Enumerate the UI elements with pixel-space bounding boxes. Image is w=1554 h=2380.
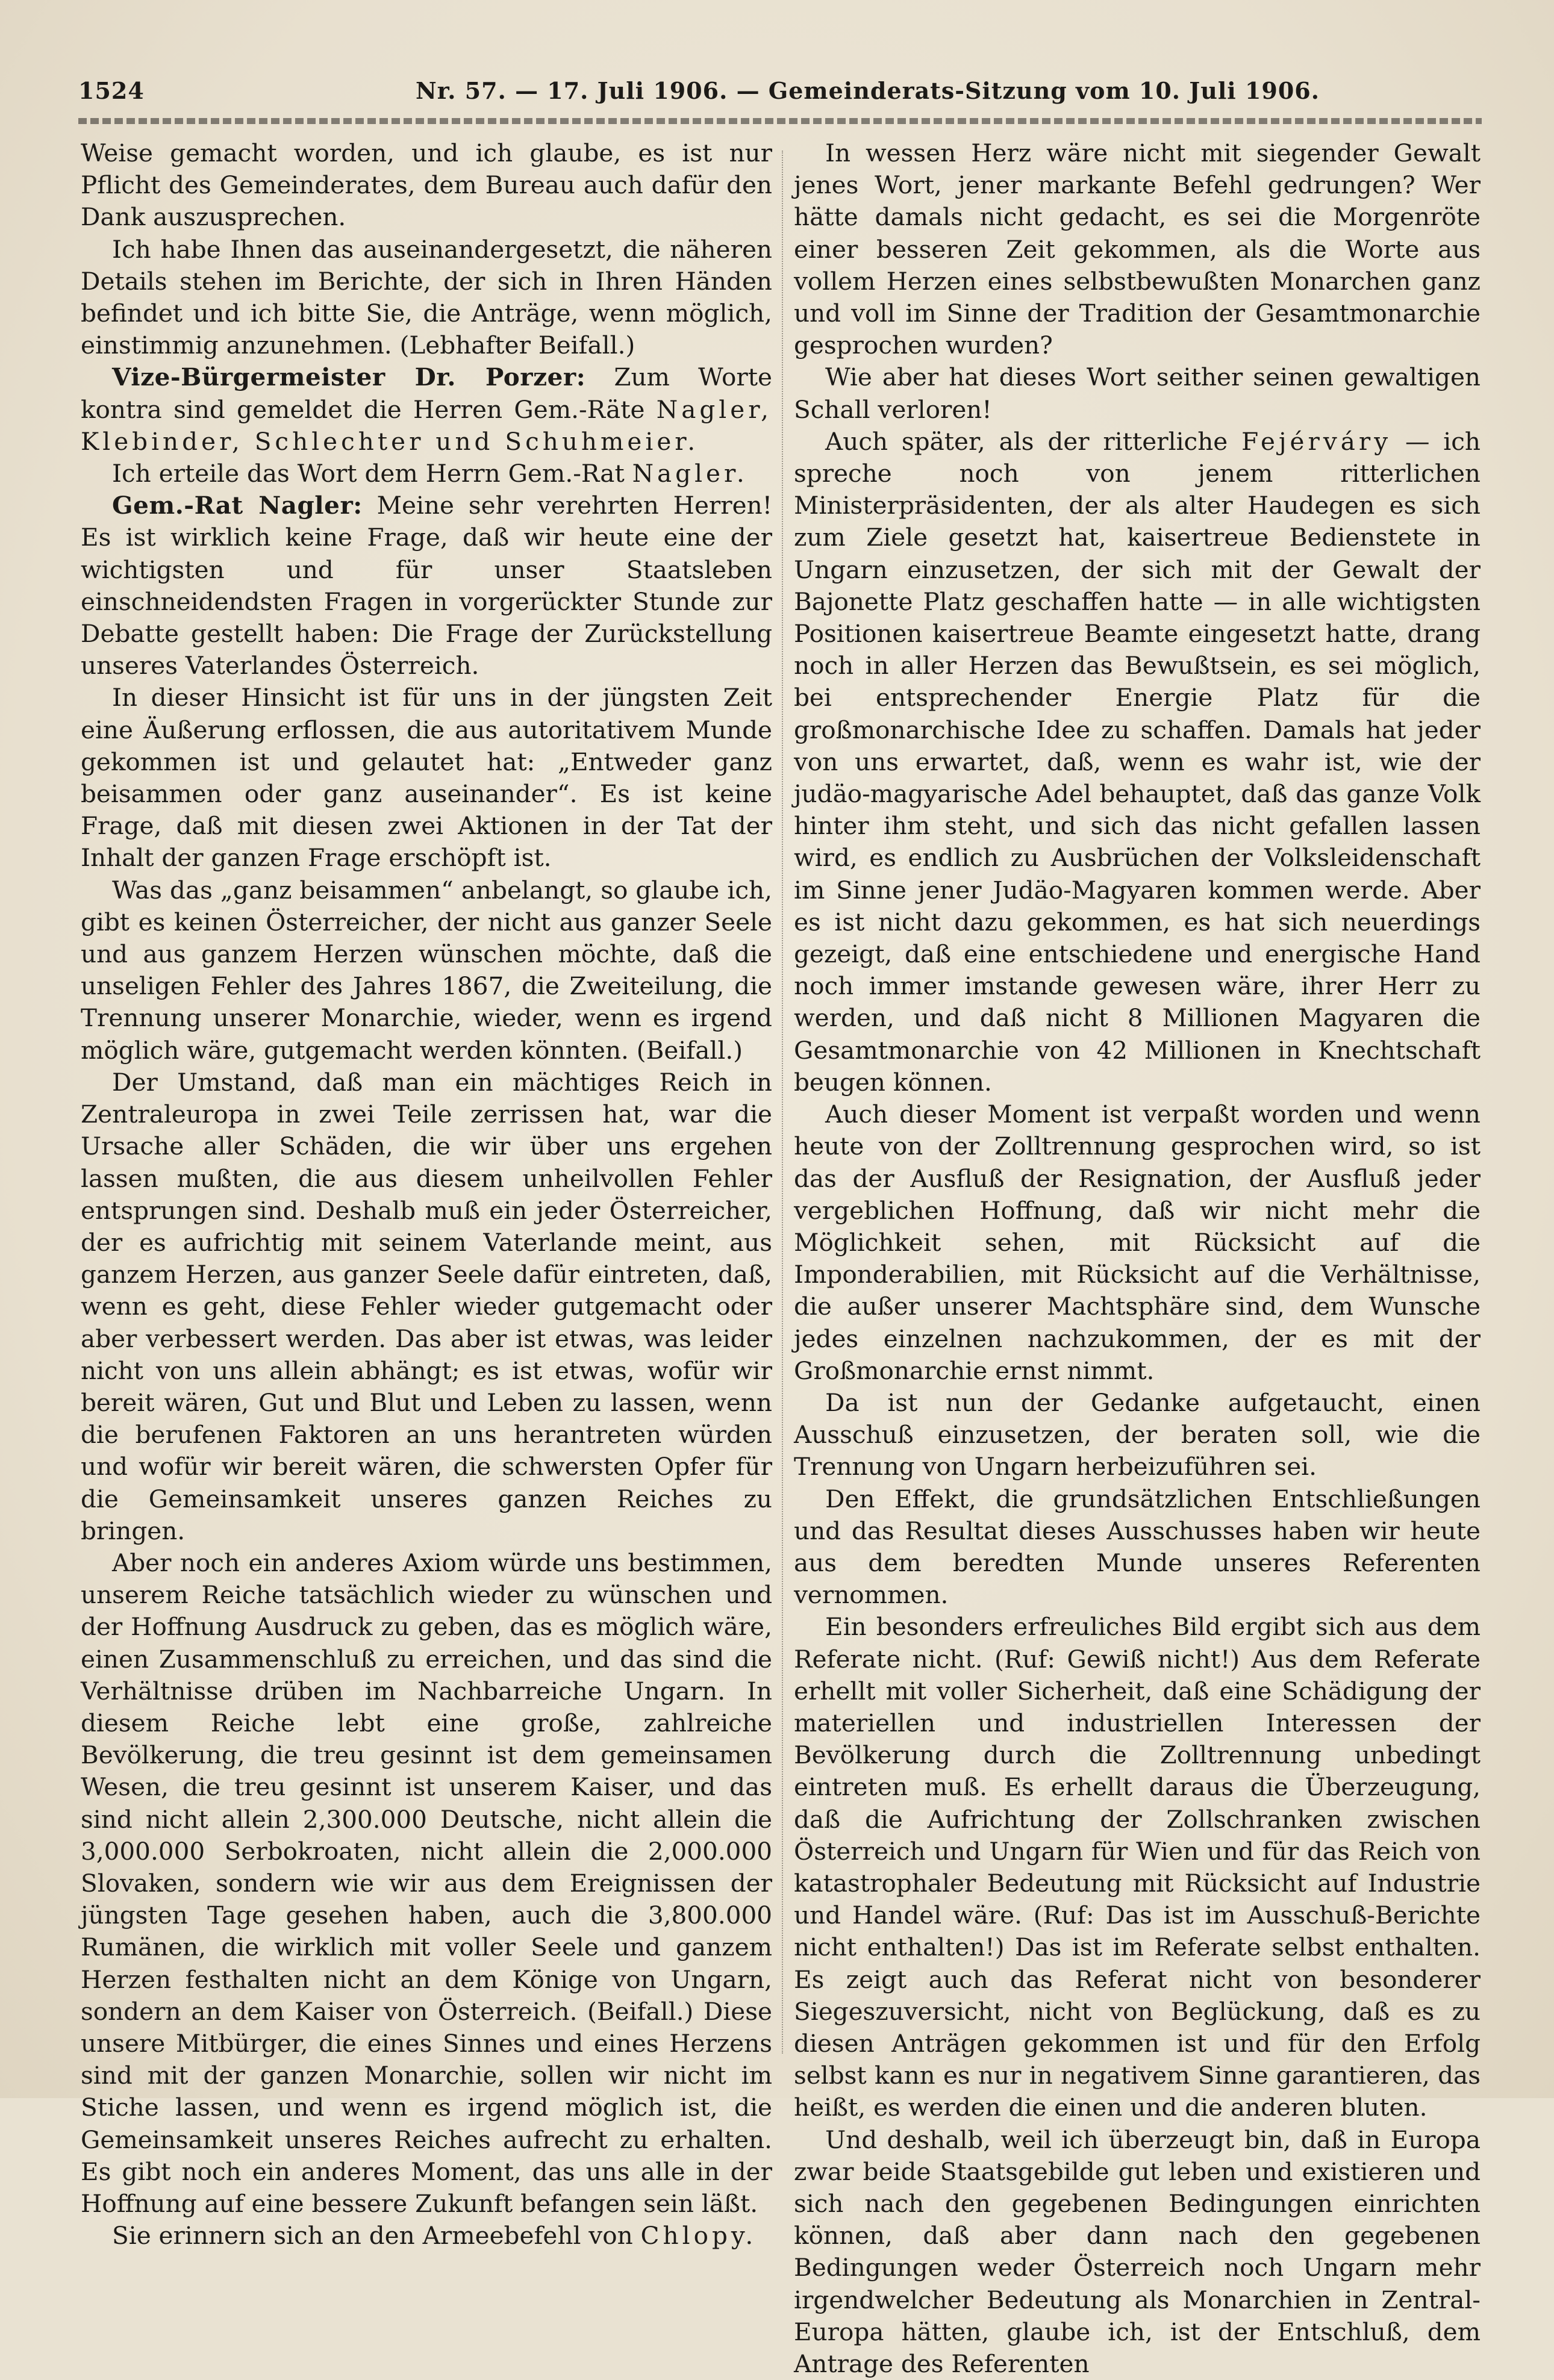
paragraph-text: Meine sehr verehrten Herren! Es ist wirklich keine Frage, daß wir heute eine der wichtigsten und für unser Staatsleben einschneidendsten Fragen in vorgerückter Stunde zur Debatte gestellt haben: Die Frage der Zurückstellung unseres Vaterlandes Österreich.	[81, 491, 772, 681]
paragraph-text: Ich erteile das Wort dem Herrn Gem.-Rat	[112, 459, 632, 488]
speaker-name: Vize-Bürgermeister Dr. Porzer:	[112, 363, 586, 392]
paragraph: Der Umstand, daß man ein mächtiges Reich in Zentraleuropa in zwei Teile zerrissen hat, war die Ursache aller Schäden, die wir über uns ergehen lassen mußten, die aus diesem unheilvollen Fehler entsprungen sind. Deshalb muß ein jeder Österreicher, der es aufrichtig mit seinem Vaterlande meint, aus ganzem Herzen, aus ganzer Seele dafür eintreten, daß, wenn es geht, diese Fehler wieder gutgemacht oder aber verbessert werden. Das aber ist etwas, was leider nicht von uns allein abhängt; es ist etwas, wofür wir bereit wären, Gut und Blut und Leben zu lassen, wenn die berufenen Faktoren an uns herantreten würden und wofür wir bereit wären, die schwersten Opfer für die Gemeinsamkeit unseres ganzen Reiches zu bringen.	[81, 1067, 772, 1545]
header-rule	[78, 118, 1482, 124]
paragraph	[81, 458, 772, 490]
left-column	[81, 137, 772, 2251]
paragraph-text: Sie erinnern sich an den Armeebefehl von	[112, 2221, 641, 2251]
paragraph	[794, 426, 1481, 1098]
column-divider	[782, 151, 783, 2054]
spaced-names: Nagler, Klebinder, Schlechter und Schuhmeier.	[81, 394, 772, 456]
spaced-name: Fejérváry	[1241, 426, 1392, 456]
paragraph: Ich habe Ihnen das auseinandergesetzt, die näheren Details stehen im Berichte, der sich in Ihren Händen befindet und ich bitte Sie, die Anträge, wenn möglich, einstimmig anzunehmen. (Lebhafter Beifall.)	[81, 234, 772, 360]
paragraph	[81, 361, 772, 458]
paragraph: Wie aber hat dieses Wort seither seinen gewaltigen Schall verloren!	[794, 363, 1481, 424]
paragraph: In wessen Herz wäre nicht mit siegender Gewalt jenes Wort, jener markante Befehl gedrungen? Wer hätte damals nicht gedacht, es sei die Morgenröte einer besseren Zeit gekommen, als die Worte aus vollem Herzen eines selbstbewußten Monarchen ganz und voll im Sinne der Tradition der Gesamtmonarchie gesprochen wurden?	[794, 139, 1481, 360]
spaced-name: Chlopy.	[640, 2221, 757, 2251]
paragraph: In dieser Hinsicht ist für uns in der jüngsten Zeit eine Äußerung erflossen, die aus autoritativem Munde gekommen ist und gelautet hat: „Entweder ganz beisammen oder ganz auseinander“. Es ist keine Frage, daß mit diesen zwei Aktionen in der Tat der Inhalt der ganzen Frage erschöpft ist.	[81, 683, 772, 873]
paragraph: Was das „ganz beisammen“ anbelangt, so glaube ich, gibt es keinen Österreicher, der nicht aus ganzer Seele und aus ganzem Herzen wünschen möchte, daß die unseligen Fehler des Jahres 1867, die Zweiteilung, die Trennung unserer Monarchie, wieder, wenn es irgend möglich wäre, gutgemacht werden könnten. (Beifall.)	[81, 875, 772, 1065]
paragraph: Den Effekt, die grundsätzlichen Entschließungen und das Resultat dieses Ausschusses haben wir heute aus dem beredten Munde unseres Referenten vernommen.	[794, 1484, 1481, 1610]
page-header	[78, 73, 1482, 110]
paragraph	[81, 490, 772, 682]
speaker-name: Gem.-Rat Nagler:	[112, 491, 363, 520]
right-column	[794, 137, 1481, 2379]
header-title: Nr. 57. — 17. Juli 1906. — Gemeinderats-Sitzung vom 10. Juli 1906.	[416, 77, 1320, 104]
spaced-name: Nagler.	[632, 459, 748, 488]
page-number: 1524	[78, 77, 145, 104]
paragraph: Ein besonders erfreuliches Bild ergibt sich aus dem Referate nicht. (Ruf: Gewiß nicht!) Aus dem Referate erhellt mit voller Sicherheit, daß eine Schädigung der materiellen und industriellen Interessen der Bevölkerung durch die Zolltrennung unbedingt eintreten muß. Es erhellt daraus die Überzeugung, daß die Aufrichtung der Zollschranken zwischen Österreich und Ungarn für Wien und für das Reich von katastrophaler Bedeutung mit Rücksicht auf Industrie und Handel wäre. (Ruf: Das ist im Ausschuß-Berichte nicht enthalten!) Das ist im Referate selbst enthalten. Es zeigt auch das Referat nicht von besonderer Siegeszuversicht, nicht von Beglückung, daß es zu diesen Anträgen gekommen ist und für den Erfolg selbst kann es nur in negativem Sinne garantieren, das heißt, es werden die einen und die anderen bluten.	[794, 1612, 1481, 2122]
paragraph-text: — ich spreche noch von jenem ritterlichen Ministerpräsidenten, der als alter Haudegen es sich zum Ziele gesetzt hat, kaisertreue Bedienstete in Ungarn einzusetzen, der sich mit der Gewalt der Bajonette Platz geschaffen hatte — in alle wichtigsten Positionen kaisertreue Beamte eingesetzt hatte, drang noch in aller Herzen das Bewußtsein, es sei möglich, bei entsprechender Energie Platz für die großmonarchische Idee zu schaffen. Damals hat jeder von uns erwartet, daß, wenn es wahr ist, wie der judäo-magyarische Adel behauptet, daß das ganze Volk hinter ihm steht, und sich das nicht gefallen lassen wird, es endlich zu Ausbrüchen der Volksleidenschaft im Sinne jener Judäo-Magyaren kommen werde. Aber es ist nicht dazu gekommen, es hat sich neuerdings gezeigt, daß eine entschiedene und energische Hand noch immer imstande gewesen wäre, ihrer Herr zu werden, und daß nicht 8 Millionen Magyaren die Gesamtmonarchie von 42 Millionen in Knechtschaft beugen können.	[794, 426, 1481, 1097]
paragraph: Auch dieser Moment ist verpaßt worden und wenn heute von der Zolltrennung gesprochen wird, so ist das der Ausfluß der Resignation, der Ausfluß jeder vergeblichen Hoffnung, daß wir nicht mehr die Möglichkeit sehen, mit Rücksicht auf die Imponderabilien, mit Rücksicht auf die Verhältnisse, die außer unserer Machtsphäre sind, dem Wunsche jedes einzelnen nachzukommen, der es mit der Großmonarchie ernst nimmt.	[794, 1100, 1481, 1385]
paragraph	[81, 2220, 772, 2252]
paragraph: Und deshalb, weil ich überzeugt bin, daß in Europa zwar beide Staatsgebilde gut leben und existieren und sich nach den gegebenen Bedingungen einrichten können, daß aber dann nach den gegebenen Bedingungen weder Österreich noch Ungarn mehr irgendwelcher Bedeutung als Monarchien in Zentral-Europa hätten, glaube ich, ist der Entschluß, dem Antrage des Referenten	[794, 2125, 1481, 2379]
paragraph: Aber noch ein anderes Axiom würde uns bestimmen, unserem Reiche tatsächlich wieder zu wünschen und der Hoffnung Ausdruck zu geben, das es möglich wäre, einen Zusammenschluß zu erreichen, und das sind die Verhältnisse drüben im Nachbarreiche Ungarn. In diesem Reiche lebt eine große, zahlreiche Bevölkerung, die treu gesinnt ist dem gemeinsamen Wesen, die treu gesinnt ist unserem Kaiser, und das sind nicht allein 2,300.000 Deutsche, nicht allein die 3,000.000 Serbokroaten, nicht allein die 2,000.000 Slovaken, sondern wie wir aus dem Ereignissen der jüngsten Tage gesehen haben, auch die 3,800.000 Rumänen, die wirklich mit voller Seele und ganzem Herzen festhalten nicht an dem Könige von Ungarn, sondern an dem Kaiser von Österreich. (Beifall.) Diese unsere Mitbürger, die eines Sinnes und eines Herzens sind mit der ganzen Monarchie, sollen wir nicht im Stiche lassen, und wenn es irgend möglich ist, die Gemeinsamkeit unseres Reiches aufrecht zu erhalten. Es gibt noch ein anderes Moment, das uns alle in der Hoffnung auf eine bessere Zukunft befangen sein läßt.	[81, 1548, 772, 2218]
paragraph-text: Auch später, als der ritterliche	[825, 426, 1242, 456]
paragraph: Weise gemacht worden, und ich glaube, es ist nur Pflicht des Gemeinderates, dem Bureau auch dafür den Dank auszusprechen.	[81, 139, 772, 232]
paragraph: Da ist nun der Gedanke aufgetaucht, einen Ausschuß einzusetzen, der beraten soll, wie die Trennung von Ungarn herbeizuführen sei.	[794, 1388, 1481, 1481]
paragraph-text: Zum Worte kontra sind gemeldet die Herren Gem.-Räte	[81, 363, 772, 424]
